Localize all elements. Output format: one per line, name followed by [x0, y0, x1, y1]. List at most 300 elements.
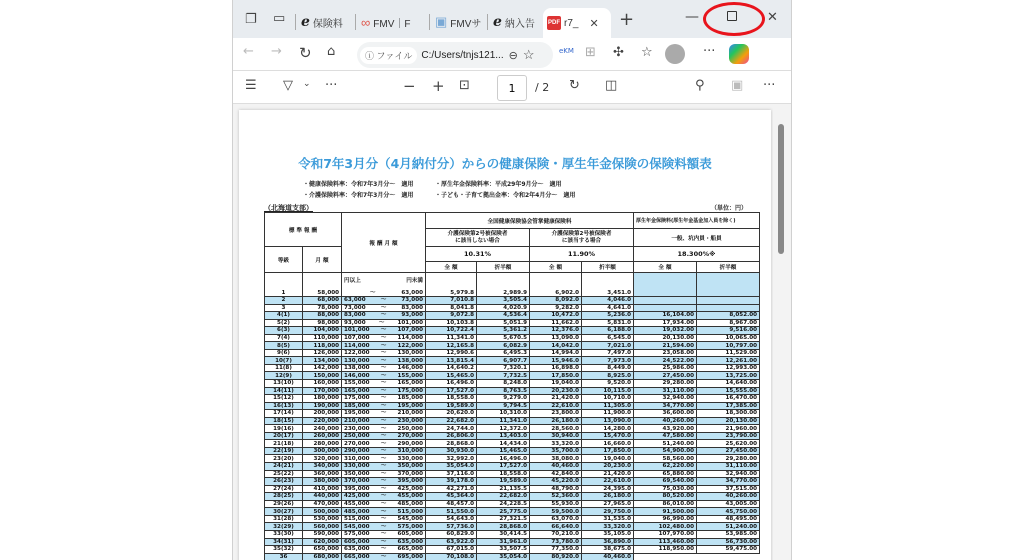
fit-page-icon[interactable]: ⊡ — [459, 78, 470, 93]
tilde: ～ — [380, 350, 387, 357]
vertical-scrollbar[interactable] — [773, 106, 789, 560]
cell-care-half: 5,831.0 — [582, 319, 634, 327]
cell-grade: 27(24) — [265, 485, 303, 493]
cell-monthly: 160,000 — [303, 380, 342, 388]
cell-pension-full: 21,594.00 — [634, 342, 697, 350]
tilde: ～ — [380, 335, 387, 341]
close-tab-icon[interactable]: ✕ — [589, 17, 599, 30]
cell-range — [342, 440, 426, 448]
header-full: 全 額 — [634, 262, 697, 273]
tilde: ～ — [380, 546, 387, 553]
cell-pension-half: 13,725.00 — [697, 372, 760, 380]
cell-monthly: 142,000 — [303, 364, 342, 372]
cell-pension-full: 102,480.00 — [634, 523, 697, 531]
cell-range — [342, 515, 426, 523]
cell-care-full: 10,472.0 — [530, 312, 582, 320]
tilde: ～ — [380, 357, 387, 364]
tab-actions-icon[interactable]: ▭ — [273, 11, 286, 26]
table-row — [265, 387, 760, 395]
cell-care-full: 20,230.0 — [530, 387, 582, 395]
to-value: 175,000 — [397, 387, 423, 394]
cell-grade: 16(13) — [265, 402, 303, 410]
cell-range — [342, 485, 426, 493]
cell-health-full: 15,465.0 — [426, 372, 477, 380]
cell-health-full: 13,815.4 — [426, 357, 477, 365]
cell-grade: 14(11) — [265, 387, 303, 395]
cell-monthly: 220,000 — [303, 417, 342, 425]
from-value: 290,000 — [344, 448, 370, 455]
cell-care-full: 26,180.0 — [530, 417, 582, 425]
tilde: ～ — [380, 342, 387, 349]
cell-range — [342, 530, 426, 538]
tilde: ～ — [380, 538, 387, 545]
cell-health-half: 13,403.0 — [477, 432, 530, 440]
edge-ie-icon: e — [493, 14, 502, 30]
table-row — [265, 508, 760, 516]
cell-range — [342, 553, 426, 560]
cell-range — [342, 410, 426, 418]
cell-range — [342, 508, 426, 516]
to-value: 485,000 — [397, 501, 423, 508]
reload-icon[interactable]: ↻ — [299, 44, 312, 62]
more-tools-icon[interactable]: ··· — [325, 78, 338, 93]
cell-monthly: 126,000 — [303, 349, 342, 357]
cell-care-full: 42,840.0 — [530, 470, 582, 478]
cell-care-full: 48,790.0 — [530, 485, 582, 493]
to-value: 73,000 — [401, 297, 423, 304]
cell-health-full: 16,496.0 — [426, 380, 477, 388]
cell-grade: 31(28) — [265, 515, 303, 523]
chevron-down-icon[interactable]: ⌄ — [303, 79, 311, 89]
tilde: ～ — [380, 372, 387, 379]
cell-care-half: 38,675.0 — [582, 546, 634, 554]
cell-health-half: 4,020.9 — [477, 304, 530, 312]
tilde: ～ — [380, 433, 387, 440]
tilde: ～ — [380, 516, 387, 523]
cell-pension-half: 8,967.00 — [697, 319, 760, 327]
cell-grade: 35(32) — [265, 546, 303, 554]
to-value: 138,000 — [397, 357, 423, 364]
to-value: 575,000 — [397, 523, 423, 530]
cell-health-half: 14,434.0 — [477, 440, 530, 448]
cell-pension-full: 20,130.00 — [634, 334, 697, 342]
cell-pension-half: 43,005.00 — [697, 500, 760, 508]
cell-monthly: 150,000 — [303, 372, 342, 380]
cell-health-half: 9,279.0 — [477, 395, 530, 403]
cell-health-half: 9,794.5 — [477, 402, 530, 410]
cell-care-full: 19,040.0 — [530, 380, 582, 388]
extensions-puzzle-icon[interactable]: ✣ — [613, 45, 624, 60]
to-value: 250,000 — [397, 425, 423, 432]
cell-care-half: 40,460.0 — [582, 553, 634, 560]
cell-range — [342, 319, 426, 327]
cell-care-half: 24,395.0 — [582, 485, 634, 493]
pdf-toolbar — [233, 70, 792, 104]
table-row — [265, 273, 760, 297]
to-value: 63,000 — [401, 290, 423, 296]
from-value: 605,000 — [344, 538, 370, 545]
table-row — [265, 380, 760, 388]
cell-pension-full: 58,560.00 — [634, 455, 697, 463]
cell-pension-full: 113,460.00 — [634, 538, 697, 546]
from-value: 425,000 — [344, 493, 370, 500]
rate-with-care: 11.90% — [530, 247, 634, 262]
cell-health-half: 27,321.5 — [477, 515, 530, 523]
cell-range — [342, 304, 426, 312]
cell-care-half: 36,890.0 — [582, 538, 634, 546]
tilde: ～ — [380, 463, 387, 470]
table-row — [265, 327, 760, 335]
cell-monthly: 180,000 — [303, 395, 342, 403]
zoom-out-icon[interactable]: − — [403, 77, 416, 95]
from-value: 310,000 — [344, 455, 370, 462]
to-value: 122,000 — [397, 342, 423, 349]
tab-1[interactable]: e 保険料 — [297, 8, 355, 36]
from-value: 485,000 — [344, 508, 370, 515]
save-icon[interactable]: ▣ — [731, 78, 744, 93]
cell-range — [342, 425, 426, 433]
cell-grade: 36 — [265, 553, 303, 560]
search-icon[interactable]: ⚲ — [695, 78, 705, 93]
cell-care-full: 13,090.0 — [530, 334, 582, 342]
contents-icon[interactable]: ☰ — [245, 78, 257, 93]
to-value: 455,000 — [397, 493, 423, 500]
from-value: 146,000 — [344, 372, 370, 379]
cell-pension-half: 12,261.00 — [697, 357, 760, 365]
tilde: ～ — [380, 312, 387, 319]
to-value: 665,000 — [397, 546, 423, 553]
cell-monthly: 360,000 — [303, 470, 342, 478]
cell-health-half: 5,670.5 — [477, 334, 530, 342]
file-chip[interactable]: ⓘ ファイル — [360, 47, 417, 64]
cell-care-half: 6,545.0 — [582, 334, 634, 342]
cell-pension-half: 45,750.00 — [697, 508, 760, 516]
cell-health-full: 20,620.0 — [426, 410, 477, 418]
to-value: 395,000 — [397, 478, 423, 485]
to-value: 93,000 — [401, 312, 423, 319]
cell-health-half: 31,961.0 — [477, 538, 530, 546]
to-value: 130,000 — [397, 350, 423, 357]
cell-health-half: 22,682.0 — [477, 493, 530, 501]
cell-health-half: 17,527.0 — [477, 463, 530, 471]
branch-label: （北海道支部） — [264, 204, 313, 212]
cell-health-half: 33,507.5 — [477, 546, 530, 554]
address-input[interactable] — [357, 42, 553, 68]
cell-pension-full: 86,010.00 — [634, 500, 697, 508]
tilde: ～ — [380, 531, 387, 538]
from-value: 665,000 — [344, 553, 370, 560]
page-number-input[interactable]: 1 — [497, 75, 527, 101]
cell-pension-full: 23,058.00 — [634, 349, 697, 357]
from-value: 130,000 — [344, 357, 370, 364]
to-value: 230,000 — [397, 418, 423, 425]
from-value: 83,000 — [344, 312, 366, 319]
cell-health-half: 8,248.0 — [477, 380, 530, 388]
cell-health-half: 5,051.9 — [477, 319, 530, 327]
extension-icon[interactable]: eKM — [559, 47, 574, 55]
cell-care-half: 31,535.0 — [582, 515, 634, 523]
cell-grade: 4(1) — [265, 312, 303, 320]
cell-care-full: 40,460.0 — [530, 463, 582, 471]
cell-care-full: 14,994.0 — [530, 349, 582, 357]
cell-care-full: 15,946.0 — [530, 357, 582, 365]
cell-range — [342, 493, 426, 501]
draw-icon[interactable]: ▽ — [283, 78, 293, 93]
table-row — [265, 410, 760, 418]
cell-range — [342, 327, 426, 335]
table-row — [265, 440, 760, 448]
new-tab-icon[interactable]: + — [619, 9, 635, 30]
cell-pension-full: 31,110.00 — [634, 387, 697, 395]
cell-health-full: 11,341.0 — [426, 334, 477, 342]
info-icon: ⓘ — [365, 50, 377, 61]
cell-care-full: 21,420.0 — [530, 395, 582, 403]
page-total: / 2 — [535, 81, 550, 94]
tilde: ～ — [380, 418, 387, 425]
cell-grade: 2 — [265, 297, 303, 305]
two-page-view-icon[interactable]: ◫ — [605, 78, 618, 93]
cell-monthly: 190,000 — [303, 402, 342, 410]
cell-range — [342, 297, 426, 305]
to-value: 310,000 — [397, 448, 423, 455]
cell-range — [342, 546, 426, 554]
tilde: ～ — [380, 523, 387, 530]
tilde: ～ — [380, 485, 387, 492]
to-value: 545,000 — [397, 516, 423, 523]
from-value: 73,000 — [344, 304, 366, 311]
cell-health-half: 3,505.4 — [477, 297, 530, 305]
cell-range — [342, 372, 426, 380]
cell-care-full: 9,282.0 — [530, 304, 582, 312]
from-value: 545,000 — [344, 523, 370, 530]
cell-pension-full: 107,970.00 — [634, 530, 697, 538]
table-row — [265, 297, 760, 305]
cell-care-full: 14,042.0 — [530, 342, 582, 350]
cell-pension-half: 48,495.00 — [697, 515, 760, 523]
table-row — [265, 455, 760, 463]
copilot-icon[interactable] — [729, 44, 749, 64]
cell-grade: 17(14) — [265, 410, 303, 418]
cell-monthly: 380,000 — [303, 478, 342, 486]
table-row — [265, 425, 760, 433]
cell-pension-half: 59,475.00 — [697, 546, 760, 554]
forward-icon[interactable]: → — [271, 44, 282, 59]
to-value: 107,000 — [397, 327, 423, 334]
tilde: ～ — [380, 327, 387, 334]
zoom-in-icon[interactable]: + — [432, 77, 445, 95]
cell-pension-half: 25,620.00 — [697, 440, 760, 448]
cell-care-half: 10,115.0 — [582, 387, 634, 395]
from-value: 155,000 — [344, 380, 370, 387]
cell-care-full: 55,930.0 — [530, 500, 582, 508]
from-value: 107,000 — [344, 335, 370, 341]
cell-health-full: 18,558.0 — [426, 395, 477, 403]
table-row — [265, 312, 760, 320]
table-row — [265, 342, 760, 350]
cell-grade: 30(27) — [265, 508, 303, 516]
tilde: ～ — [380, 440, 387, 447]
table-row — [265, 553, 760, 560]
cell-pension-full: 62,220.00 — [634, 463, 697, 471]
to-value: 146,000 — [397, 365, 423, 372]
cell-health-half: 35,054.0 — [477, 553, 530, 560]
cell-health-full: 48,457.0 — [426, 500, 477, 508]
header-standard: 標 準 報 酬 — [265, 213, 342, 247]
close-window-icon[interactable]: ✕ — [767, 10, 778, 25]
cell-grade: 10(7) — [265, 357, 303, 365]
table-row — [265, 546, 760, 554]
cell-health-full: 45,364.0 — [426, 493, 477, 501]
cell-pension-full: 65,880.00 — [634, 470, 697, 478]
cell-pension-half: 32,940.00 — [697, 470, 760, 478]
tilde: ～ — [380, 553, 387, 560]
cell-care-half: 15,470.0 — [582, 432, 634, 440]
workspaces-icon[interactable]: ❐ — [245, 12, 257, 27]
favorites-icon[interactable]: ☆ — [641, 45, 653, 60]
cell-health-full: 30,930.0 — [426, 447, 477, 455]
cell-health-full: 19,589.0 — [426, 402, 477, 410]
cell-health-full: 39,178.0 — [426, 478, 477, 486]
cell-health-half: 5,361.2 — [477, 327, 530, 335]
cell-care-half: 26,180.0 — [582, 493, 634, 501]
cell-grade: 29(26) — [265, 500, 303, 508]
tab-2[interactable]: ∞ FMV｜F — [357, 8, 429, 36]
cell-grade: 15(12) — [265, 395, 303, 403]
cell-pension-full: 47,580.00 — [634, 432, 697, 440]
cell-care-half: 13,090.0 — [582, 417, 634, 425]
cell-monthly: 620,000 — [303, 538, 342, 546]
tab-3[interactable]: ▣ FMVサ — [431, 8, 487, 36]
cell-care-half: 29,750.0 — [582, 508, 634, 516]
cell-pension-full: 118,950.00 — [634, 546, 697, 554]
table-row — [265, 364, 760, 372]
from-value: 185,000 — [344, 402, 370, 409]
from-value: 93,000 — [344, 319, 366, 326]
from-value: 122,000 — [344, 350, 370, 357]
cell-pension-half: 29,280.00 — [697, 455, 760, 463]
tilde: ～ — [380, 402, 387, 409]
cell-monthly: 110,000 — [303, 334, 342, 342]
cell-health-half: 15,465.0 — [477, 447, 530, 455]
cell-health-half: 28,868.0 — [477, 523, 530, 531]
cell-pension-half: 21,960.00 — [697, 425, 760, 433]
premium-table — [264, 212, 760, 560]
cell-grade: 33(30) — [265, 530, 303, 538]
cell-health-half: 16,496.0 — [477, 455, 530, 463]
cell-health-full: 12,990.6 — [426, 349, 477, 357]
cell-grade: 21(18) — [265, 440, 303, 448]
cell-range — [342, 364, 426, 372]
cell-grade: 34(31) — [265, 538, 303, 546]
scrollbar-thumb[interactable] — [778, 124, 784, 254]
cell-health-half: 4,536.4 — [477, 312, 530, 320]
table-row — [265, 319, 760, 327]
cell-care-half: 17,850.0 — [582, 447, 634, 455]
cell-care-half: 14,280.0 — [582, 425, 634, 433]
tilde: ～ — [380, 395, 387, 402]
header-no-care: 介護保険第2号被保険者 に該当しない場合 — [426, 229, 530, 247]
avatar[interactable] — [665, 44, 685, 64]
from-value: 575,000 — [344, 531, 370, 538]
more-options-icon[interactable]: ··· — [763, 78, 776, 93]
cell-care-full: 22,610.0 — [530, 402, 582, 410]
cell-care-half: 5,236.0 — [582, 312, 634, 320]
cell-pension-full: 96,990.00 — [634, 515, 697, 523]
cell-health-full: 10,722.4 — [426, 327, 477, 335]
cell-pension-full: 32,940.00 — [634, 395, 697, 403]
cell-monthly: 78,000 — [303, 304, 342, 312]
cell-health-half: 12,372.0 — [477, 425, 530, 433]
table-row — [265, 493, 760, 501]
cell-health-full: 70,108.0 — [426, 553, 477, 560]
home-icon[interactable]: ⌂ — [327, 44, 336, 59]
rotate-icon[interactable]: ↻ — [569, 78, 580, 93]
cell-pension-full — [634, 297, 697, 305]
to-value: 350,000 — [397, 463, 423, 470]
unit-label: （単位：円） — [711, 205, 748, 212]
to-value: 185,000 — [397, 395, 423, 402]
cell-pension-half: 56,730.00 — [697, 538, 760, 546]
cell-monthly: 240,000 — [303, 425, 342, 433]
cell-care-half: 7,973.0 — [582, 357, 634, 365]
back-icon[interactable]: ← — [243, 44, 254, 59]
cell-range — [342, 455, 426, 463]
cell-care-half: 4,641.0 — [582, 304, 634, 312]
cell-pension-full: 24,522.00 — [634, 357, 697, 365]
table-row — [265, 500, 760, 508]
from-value: 101,000 — [344, 327, 370, 334]
cell-range — [342, 273, 426, 297]
tilde: ～ — [380, 501, 387, 508]
cell-monthly: 280,000 — [303, 440, 342, 448]
cell-pension-half: 10,797.00 — [697, 342, 760, 350]
cell-pension-full: 29,280.00 — [634, 380, 697, 388]
cell-pension-full: 69,540.00 — [634, 478, 697, 486]
cell-range — [342, 417, 426, 425]
extension-2-icon[interactable]: ⊞ — [585, 45, 596, 60]
cell-care-half: 33,320.0 — [582, 523, 634, 531]
cell-care-half: 6,188.0 — [582, 327, 634, 335]
favorite-star-icon[interactable]: ☆ — [522, 47, 535, 62]
cell-pension-half: 8,052.00 — [697, 312, 760, 320]
zoom-icon[interactable]: ⊖ — [508, 49, 518, 62]
cell-health-half: 6,907.7 — [477, 357, 530, 365]
tilde: ～ — [369, 290, 376, 296]
cell-care-half: 10,710.0 — [582, 395, 634, 403]
cell-care-full: 30,940.0 — [530, 432, 582, 440]
cell-monthly: 98,000 — [303, 319, 342, 327]
to-value: 195,000 — [397, 402, 423, 409]
cell-pension-half: 23,790.00 — [697, 432, 760, 440]
fmv-icon: ∞ — [361, 14, 371, 30]
cell-care-half: 19,040.0 — [582, 455, 634, 463]
cell-range — [342, 387, 426, 395]
more-icon[interactable]: ··· — [703, 44, 716, 59]
tab-active-pdf[interactable]: PDF r7_ ✕ — [543, 8, 611, 38]
cell-care-half: 16,660.0 — [582, 440, 634, 448]
cell-health-full: 60,829.0 — [426, 530, 477, 538]
cell-health-half: 11,341.0 — [477, 417, 530, 425]
from-value: 63,000 — [344, 297, 366, 304]
cell-health-full: 7,010.8 — [426, 297, 477, 305]
annotation-circle — [703, 2, 765, 36]
cell-monthly: 560,000 — [303, 523, 342, 531]
minimize-icon[interactable]: — — [685, 9, 699, 25]
cell-monthly: 200,000 — [303, 410, 342, 418]
cell-care-full: 12,376.0 — [530, 327, 582, 335]
cell-care-full: 66,640.0 — [530, 523, 582, 531]
tab-4[interactable]: e 納入告 — [489, 8, 541, 36]
